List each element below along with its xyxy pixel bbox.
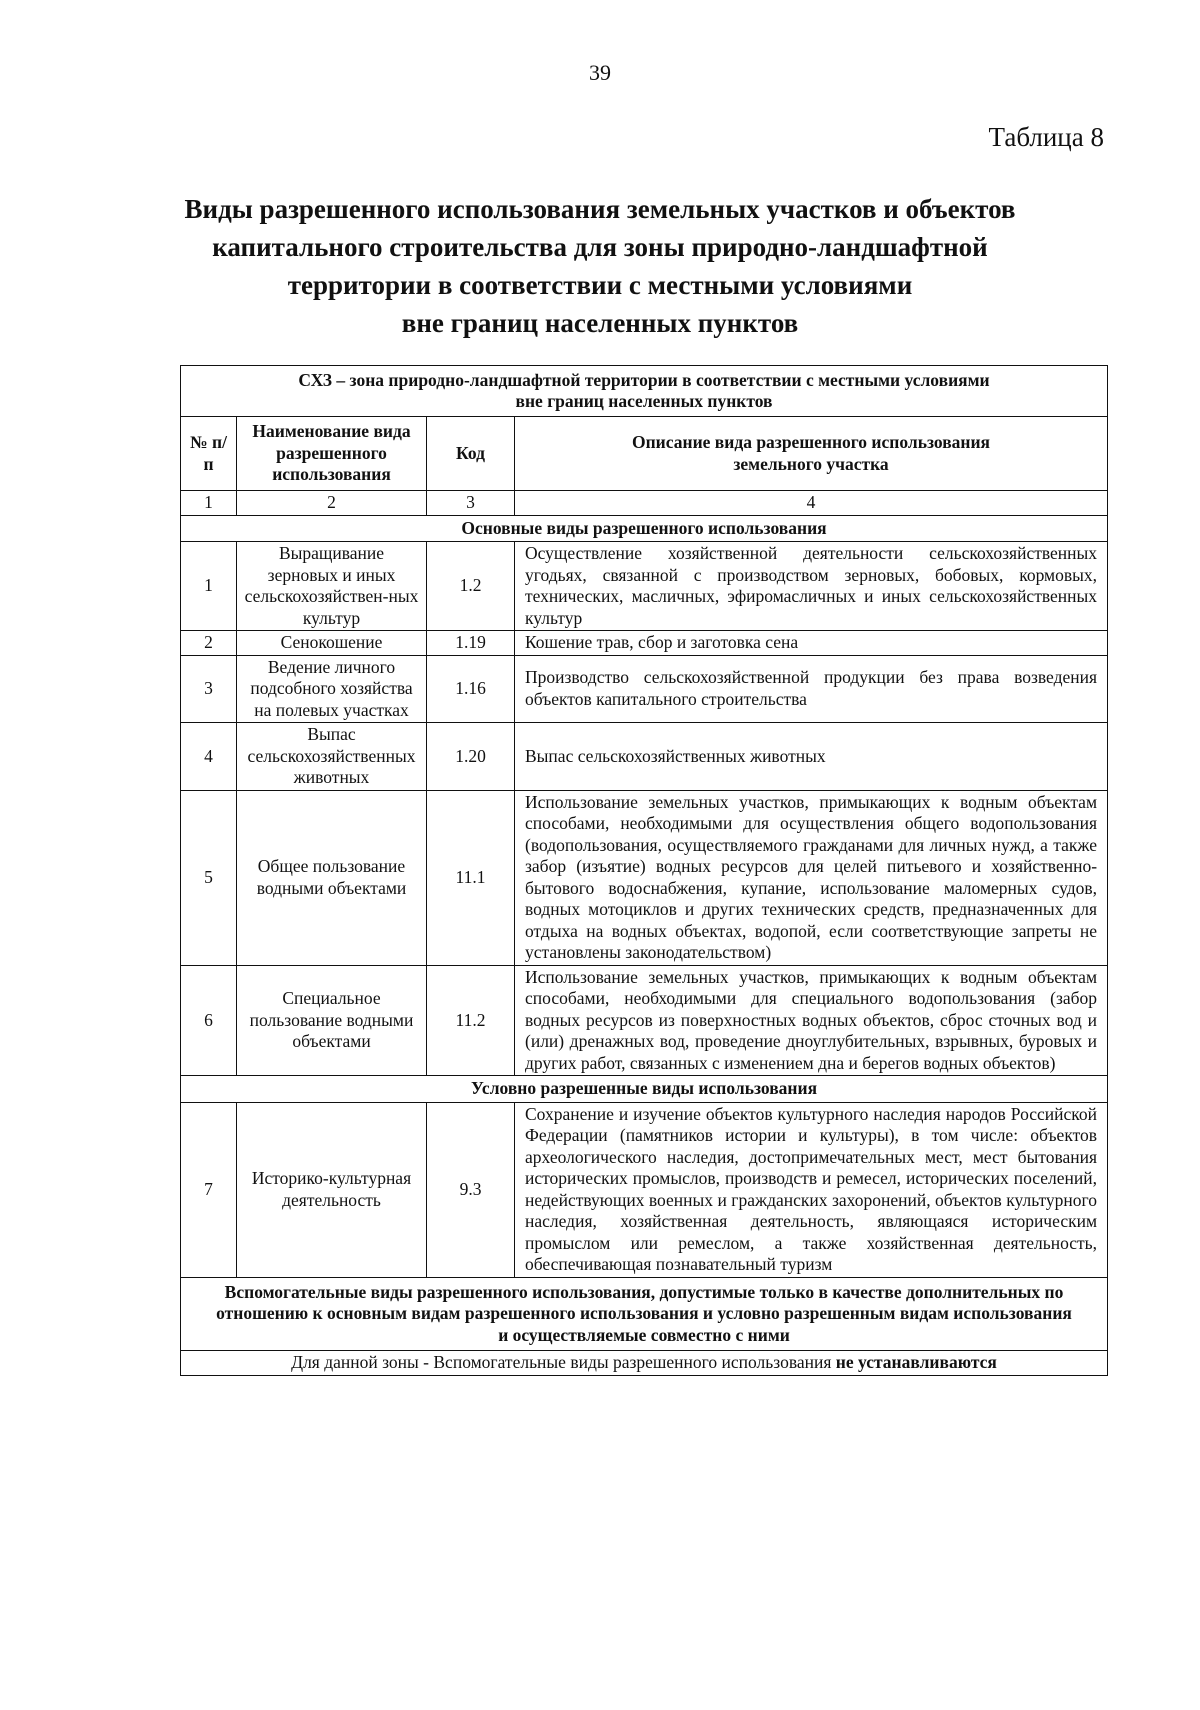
column-header-desc: Описание вида разрешенного использования земельного участка bbox=[515, 417, 1108, 491]
row-description: Использование земельных участков, примыкающих к водным объектам способами, необходимыми для специального водопользования (забор водных ресурсов из поверхностных водных объектов, сброс сточных вод и (или) дренажных вод, проведение дноуглубительных, взрывных, буровых и других работ, связанных с изменением дна и берегов водных объектов) bbox=[515, 965, 1108, 1076]
row-number: 7 bbox=[181, 1102, 237, 1277]
column-number-row bbox=[181, 491, 1108, 516]
table-row bbox=[181, 631, 1108, 656]
table-row bbox=[181, 965, 1108, 1076]
column-header-num: № п/п bbox=[181, 417, 237, 491]
column-header-row bbox=[181, 417, 1108, 491]
row-code: 11.2 bbox=[427, 965, 515, 1076]
land-use-table bbox=[180, 365, 1108, 1376]
row-code: 11.1 bbox=[427, 790, 515, 965]
row-number: 2 bbox=[181, 631, 237, 656]
heading-line: территории в соответствии с местными условиями bbox=[287, 270, 913, 300]
aux-note-tail: не устанавливаются bbox=[835, 1352, 997, 1372]
row-use-name: Специальное пользование водными объектами bbox=[237, 965, 427, 1076]
table-row bbox=[181, 655, 1108, 723]
row-description: Производство сельскохозяйственной продукции без права возведения объектов капитального строительства bbox=[515, 655, 1108, 723]
aux-note bbox=[181, 1351, 1108, 1376]
section-auxiliary-title: Вспомогательные виды разрешенного использования, допустимые только в качестве дополнительных по отношению к основным видам разрешенного использования и условно разрешенным видам использования и осуществляемые совместно с ними bbox=[181, 1277, 1108, 1351]
column-header-name: Наименование вида разрешенного использования bbox=[237, 417, 427, 491]
row-description: Сохранение и изучение объектов культурного наследия народов Российской Федерации (памятников истории и культуры), в том числе: объектов археологического наследия, достопримечательных мест, мест бытования исторических промыслов, производств и ремесел, исторических поселений, недействующих военных и гражданских захоронений, объектов культурного наследия, хозяйственная деятельность, являющаяся историческим промыслом или ремеслом, а также хозяйственная деятельность, обеспечивающая познавательный туризм bbox=[515, 1102, 1108, 1277]
column-header-code: Код bbox=[427, 417, 515, 491]
row-code: 1.20 bbox=[427, 723, 515, 791]
row-code: 1.19 bbox=[427, 631, 515, 656]
aux-note-prefix: Для данной зоны - Вспомогательные виды разрешенного использования bbox=[291, 1352, 832, 1372]
row-number: 1 bbox=[181, 542, 237, 631]
table-row bbox=[181, 542, 1108, 631]
row-use-name: Сенокошение bbox=[237, 631, 427, 656]
row-code: 9.3 bbox=[427, 1102, 515, 1277]
row-use-name: Общее пользование водными объектами bbox=[237, 790, 427, 965]
row-description: Использование земельных участков, примыкающих к водным объектам способами, необходимыми для осуществления общего водопользования (водопользования, осуществляемого гражданами для личных нужд, а также забор (изъятие) водных ресурсов для целей питьевого и хозяйственно-бытового водоснабжения, купание, использование маломерных судов, водных мотоциклов и других технических средств, предназначенных для отдыха на водных объектах, водопой, если соответствующие запреты не установлены законодательством) bbox=[515, 790, 1108, 965]
table-row bbox=[181, 723, 1108, 791]
row-number: 3 bbox=[181, 655, 237, 723]
row-use-name: Выпас сельскохозяйственных животных bbox=[237, 723, 427, 791]
row-use-name: Ведение личного подсобного хозяйства на полевых участках bbox=[237, 655, 427, 723]
heading-line: капитального строительства для зоны природно-ландшафтной bbox=[212, 232, 988, 262]
page-number: 39 bbox=[589, 60, 611, 85]
section-conditional-title: Условно разрешенные виды использования bbox=[181, 1076, 1108, 1103]
row-description: Выпас сельскохозяйственных животных bbox=[515, 723, 1108, 791]
section-row-main bbox=[181, 515, 1108, 542]
zone-title-line: СХЗ – зона природно-ландшафтной территории в соответствии с местными условиями bbox=[298, 370, 990, 390]
section-row-conditional bbox=[181, 1076, 1108, 1103]
table-row bbox=[181, 790, 1108, 965]
row-description: Осуществление хозяйственной деятельности сельскохозяйственных угодьях, связанной с производством зерновых, бобовых, кормовых, технических, масличных, эфиромасличных и иных сельскохозяйственных культур bbox=[515, 542, 1108, 631]
heading-line: Виды разрешенного использования земельных участков и объектов bbox=[184, 194, 1016, 224]
heading-line: вне границ населенных пунктов bbox=[401, 308, 799, 338]
column-number: 3 bbox=[427, 491, 515, 516]
table-row bbox=[181, 1102, 1108, 1277]
row-number: 5 bbox=[181, 790, 237, 965]
row-use-name: Выращивание зерновых и иных сельскохозяйствен-ных культур bbox=[237, 542, 427, 631]
column-number: 4 bbox=[515, 491, 1108, 516]
zone-title-row bbox=[181, 366, 1108, 417]
column-number: 2 bbox=[237, 491, 427, 516]
section-main-title: Основные виды разрешенного использования bbox=[181, 515, 1108, 542]
zone-title bbox=[181, 366, 1108, 417]
row-use-name: Историко-культурная деятельность bbox=[237, 1102, 427, 1277]
section-row-auxiliary bbox=[181, 1277, 1108, 1351]
row-code: 1.2 bbox=[427, 542, 515, 631]
row-code: 1.16 bbox=[427, 655, 515, 723]
row-number: 4 bbox=[181, 723, 237, 791]
document-heading bbox=[140, 190, 1060, 342]
table-label: Таблица 8 bbox=[988, 122, 1104, 152]
row-description: Кошение трав, сбор и заготовка сена bbox=[515, 631, 1108, 656]
row-number: 6 bbox=[181, 965, 237, 1076]
zone-title-line: вне границ населенных пунктов bbox=[515, 391, 773, 411]
column-number: 1 bbox=[181, 491, 237, 516]
aux-note-row bbox=[181, 1351, 1108, 1376]
